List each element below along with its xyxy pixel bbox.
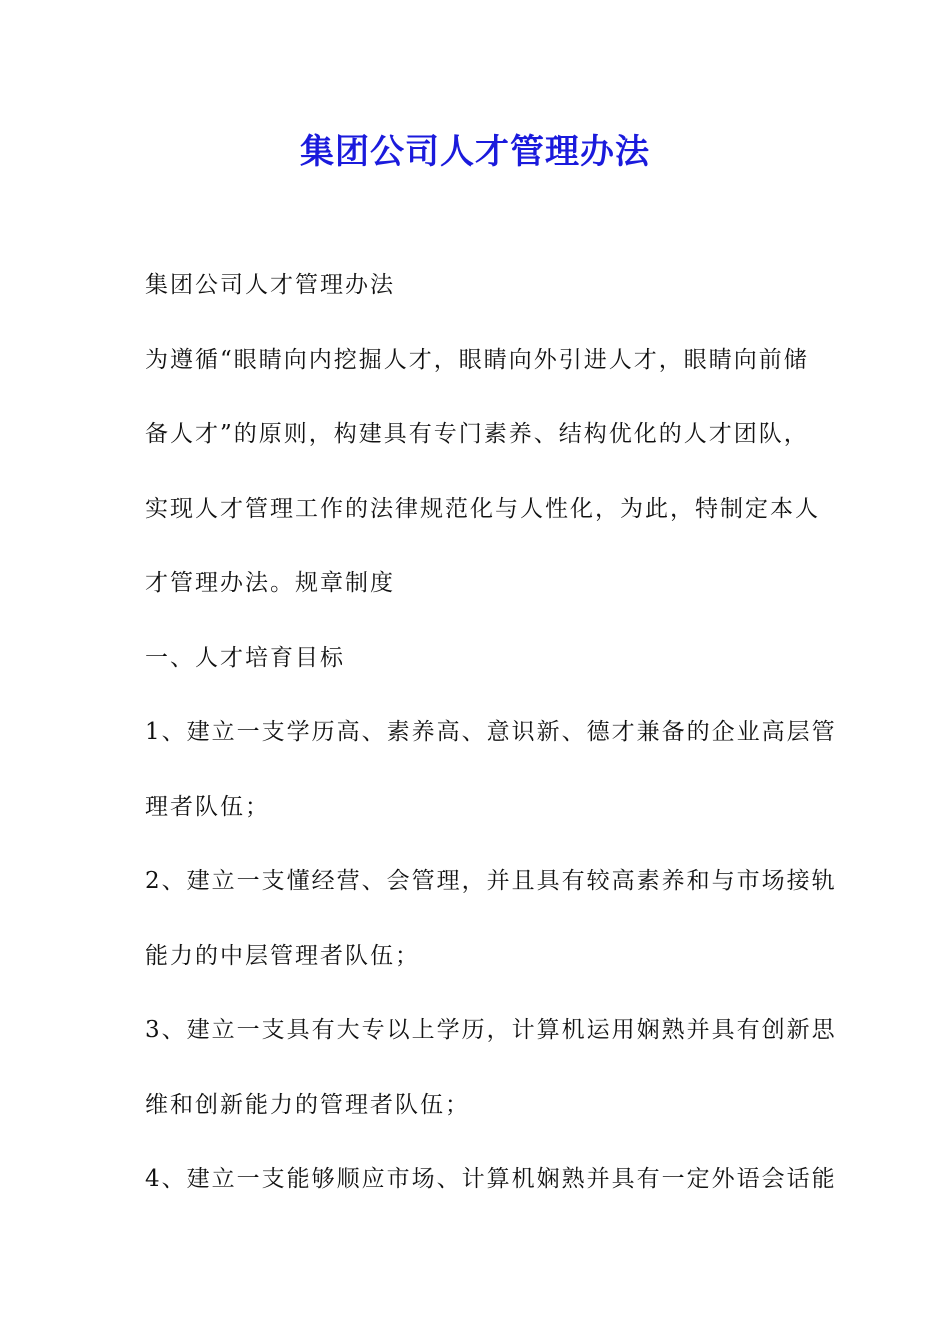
body-line: 实现人才管理工作的法律规范化与人性化，为此，特制定本人: [145, 495, 820, 522]
body-line: 能力的中层管理者队伍；: [145, 942, 420, 969]
section-heading: 一、人才培育目标: [145, 644, 345, 671]
body-line: 备人才”的原则，构建具有专门素养、结构优化的人才团队，: [145, 421, 809, 447]
body-line: 才管理办法。规章制度: [145, 570, 395, 596]
body-line: 为遵循“眼睛向内挖掘人才，眼睛向外引进人才，眼睛向前储: [145, 346, 809, 373]
document-title: 集团公司人才管理办法: [300, 132, 650, 172]
body-line: 4、建立一支能够顺应市场、计算机娴熟并具有一定外语会话能: [145, 1166, 837, 1192]
body-line: 2、建立一支懂经营、会管理，并且具有较高素养和与市场接轨: [145, 868, 837, 894]
body-line: 1、建立一支学历高、素养高、意识新、德才兼备的企业高层管: [145, 719, 837, 745]
body-line: 3、建立一支具有大专以上学历，计算机运用娴熟并具有创新思: [145, 1017, 837, 1043]
body-line: 理者队伍；: [145, 793, 270, 820]
document-body: [145, 265, 837, 1234]
body-line: 集团公司人才管理办法: [145, 272, 395, 298]
body-line: 维和创新能力的管理者队伍；: [145, 1091, 470, 1118]
